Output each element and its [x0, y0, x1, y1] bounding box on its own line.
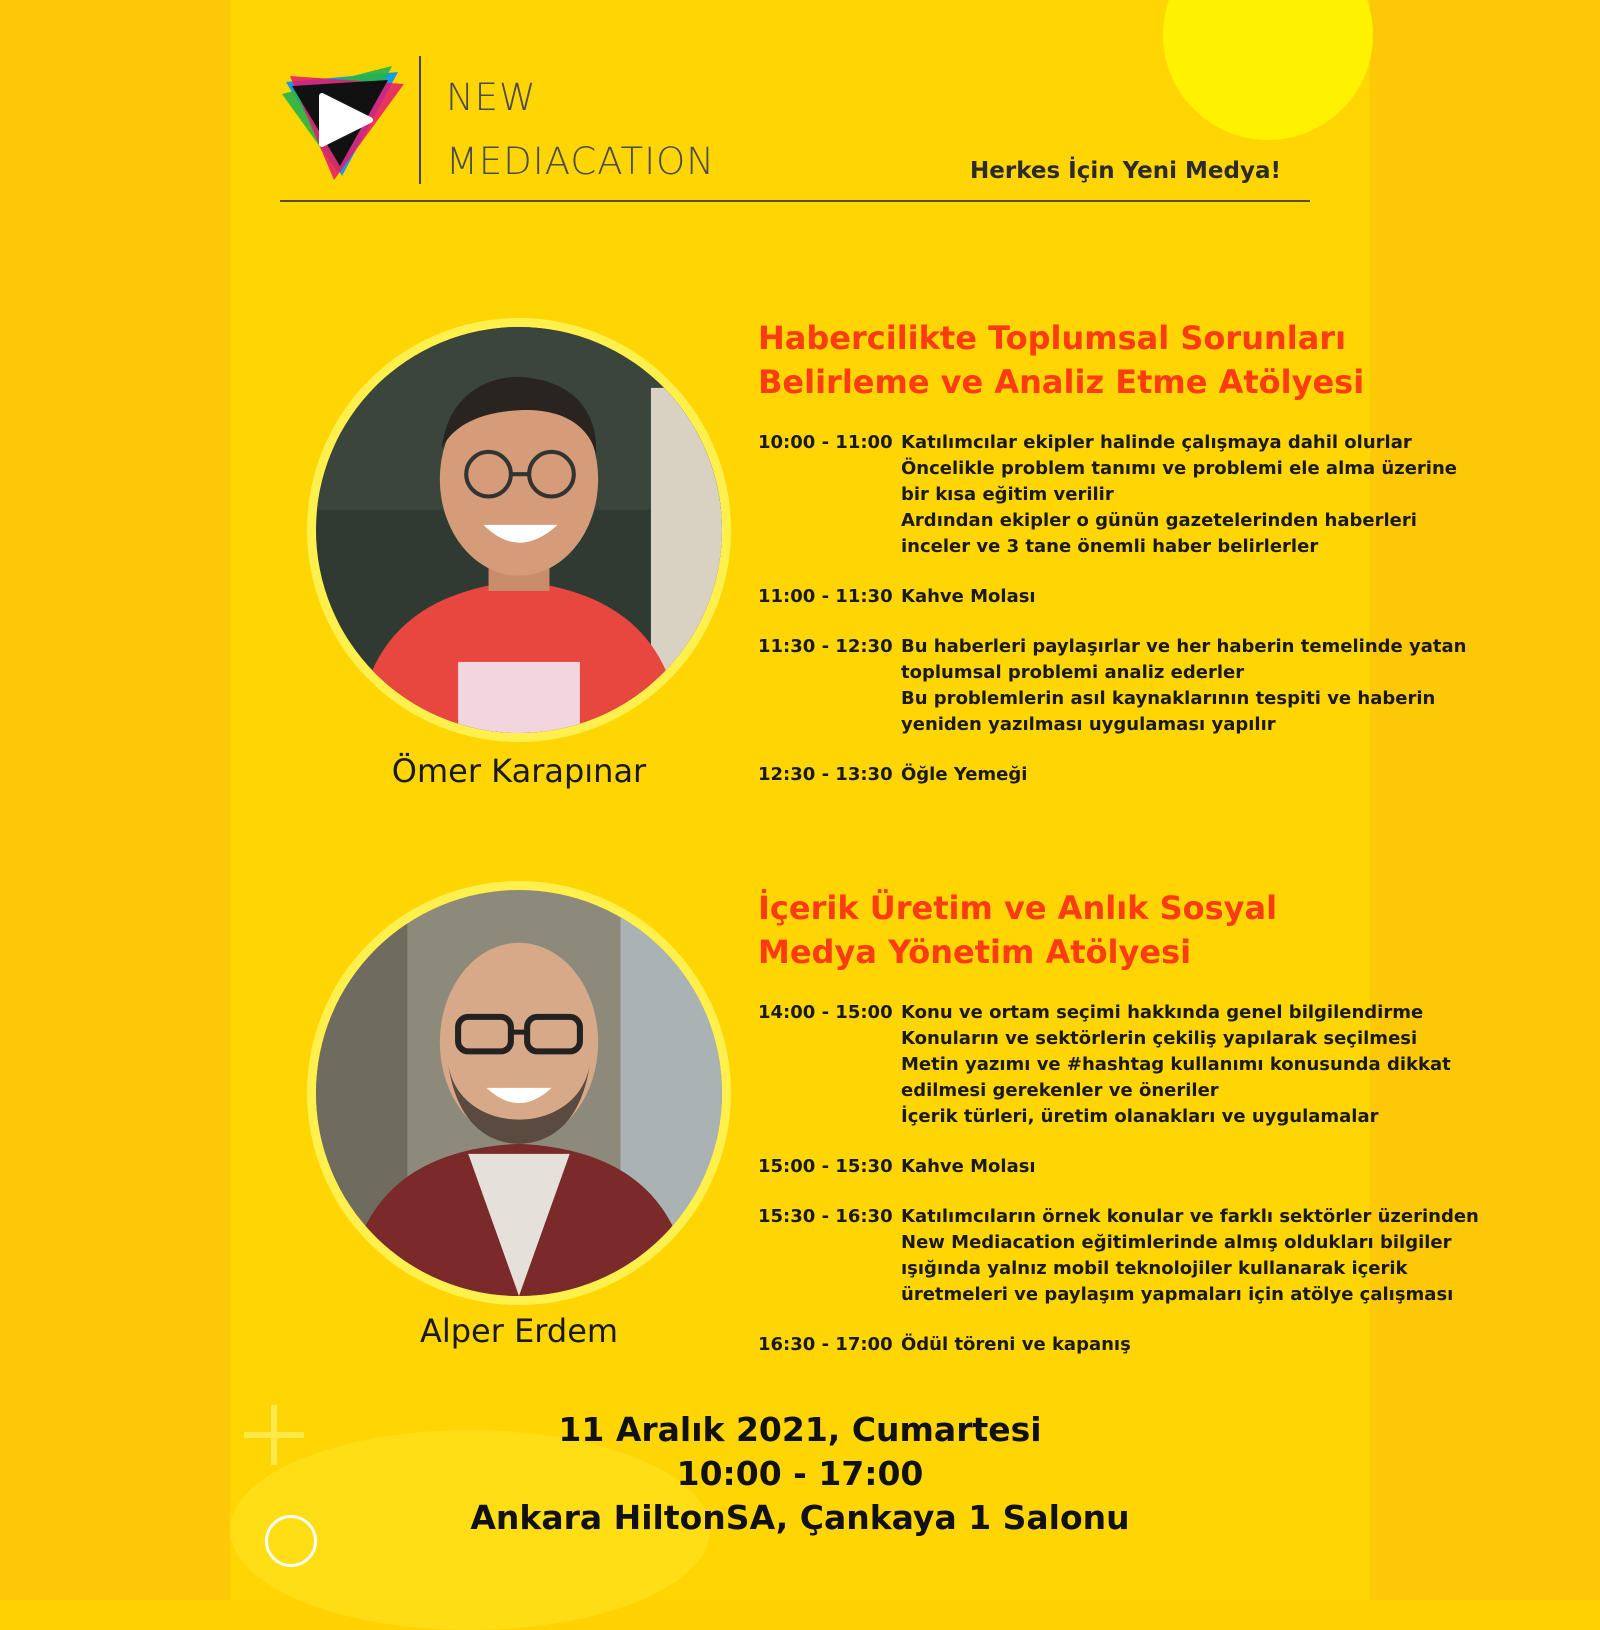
schedule-time: 15:00 - 15:30 [758, 1156, 893, 1177]
plus-icon [244, 1405, 304, 1465]
schedule-row [758, 1154, 1548, 1180]
speaker-name: Alper Erdem [419, 1312, 619, 1350]
schedule-row [758, 584, 1548, 610]
description-line: Ardından ekipler o günün gazetelerinden haberleri [901, 510, 1417, 531]
description-line: ışığında yalnız mobil teknolojiler kullanarak içerik [901, 1258, 1408, 1279]
schedule-row [758, 430, 1548, 560]
description-line: Metin yazımı ve #hashtag kullanımı konusunda dikkat [901, 1054, 1451, 1075]
schedule-description [901, 584, 1548, 610]
description-line: Bu haberleri paylaşırlar ve her haberin temelinde yatan [901, 636, 1467, 657]
description-line: üretmeleri ve paylaşım yapmaları için atölye çalışması [901, 1284, 1454, 1305]
description-line: Katılımcılar ekipler halinde çalışmaya dahil olurlar [901, 432, 1412, 453]
schedule-time: 10:00 - 11:00 [758, 432, 893, 453]
description-line: İçerik türleri, üretim olanakları ve uygulamalar [901, 1106, 1379, 1127]
event-venue: Ankara HiltonSA, Çankaya 1 Salonu [470, 1498, 1130, 1537]
schedule-row [758, 1332, 1548, 1358]
description-line: New Mediacation eğitimlerinde almış oldukları bilgiler [901, 1232, 1452, 1253]
brand-line-1: NEW [446, 76, 537, 119]
workshop-title-line: İçerik Üretim ve Anlık Sosyal [758, 889, 1278, 927]
schedule-time: 11:00 - 11:30 [758, 586, 893, 607]
description-line: Öncelikle problem tanımı ve problemi ele alma üzerine [901, 458, 1457, 479]
schedule-list [758, 1000, 1548, 1358]
brand-line-2: MEDIACATION [446, 140, 715, 183]
schedule-time: 11:30 - 12:30 [758, 636, 893, 657]
schedule-time: 15:30 - 16:30 [758, 1206, 893, 1227]
workshop-title-line: Habercilikte Toplumsal Sorunları [758, 319, 1347, 357]
description-line: Ödül töreni ve kapanış [901, 1334, 1131, 1355]
speaker-photo [307, 881, 731, 1305]
description-line: Kahve Molası [901, 1156, 1036, 1177]
workshop-title-line: Medya Yönetim Atölyesi [758, 933, 1192, 971]
workshop-title [758, 316, 1548, 404]
schedule-time: 14:00 - 15:00 [758, 1002, 893, 1023]
event-date: 11 Aralık 2021, Cumartesi [558, 1410, 1042, 1449]
tagline: Herkes İçin Yeni Medya! [970, 158, 1281, 184]
schedule-description [901, 430, 1548, 560]
schedule-description [901, 634, 1548, 738]
description-line: Öğle Yemeği [901, 764, 1028, 785]
description-line: yeniden yazılması uygulaması yapılır [901, 714, 1276, 735]
description-line: Konuların ve sektörlerin çekiliş yapılarak seçilmesi [901, 1028, 1418, 1049]
speaker-photo [307, 318, 731, 742]
description-line: Katılımcıların örnek konular ve farklı sektörler üzerinden [901, 1206, 1479, 1227]
description-line: Kahve Molası [901, 586, 1036, 607]
schedule-description [901, 1154, 1548, 1180]
description-line: Bu problemlerin asıl kaynaklarının tespiti ve haberin [901, 688, 1436, 709]
schedule-list [758, 430, 1548, 788]
schedule-row [758, 634, 1548, 738]
event-info [330, 1408, 1270, 1540]
schedule-description [901, 1332, 1548, 1358]
description-line: edilmesi gerekenler ve öneriler [901, 1080, 1219, 1101]
workshop-2 [758, 886, 1548, 1382]
event-hours: 10:00 - 17:00 [676, 1454, 924, 1493]
speaker-portrait-image [316, 327, 722, 733]
logo-divider [419, 56, 421, 184]
description-line: toplumsal problemi analiz ederler [901, 662, 1245, 683]
background-left-panel [0, 0, 230, 1600]
schedule-time: 12:30 - 13:30 [758, 764, 893, 785]
speaker-portrait-image [316, 890, 722, 1296]
schedule-time: 16:30 - 17:00 [758, 1334, 893, 1355]
description-line: Konu ve ortam seçimi hakkında genel bilgilendirme [901, 1002, 1424, 1023]
header [280, 50, 1320, 210]
schedule-row [758, 1000, 1548, 1130]
workshop-title [758, 886, 1548, 974]
schedule-row [758, 1204, 1548, 1308]
ring-icon [265, 1515, 317, 1567]
schedule-description [901, 762, 1548, 788]
schedule-row [758, 762, 1548, 788]
header-divider [280, 200, 1310, 202]
description-line: inceler ve 3 tane önemli haber belirlerler [901, 536, 1319, 557]
schedule-description [901, 1000, 1548, 1130]
speaker-name: Ömer Karapınar [391, 752, 647, 790]
workshop-title-line: Belirleme ve Analiz Etme Atölyesi [758, 363, 1365, 401]
brand-name [446, 66, 715, 194]
workshop-1 [758, 316, 1548, 812]
description-line: bir kısa eğitim verilir [901, 484, 1114, 505]
schedule-description [901, 1204, 1548, 1308]
play-logo-icon [280, 54, 410, 184]
